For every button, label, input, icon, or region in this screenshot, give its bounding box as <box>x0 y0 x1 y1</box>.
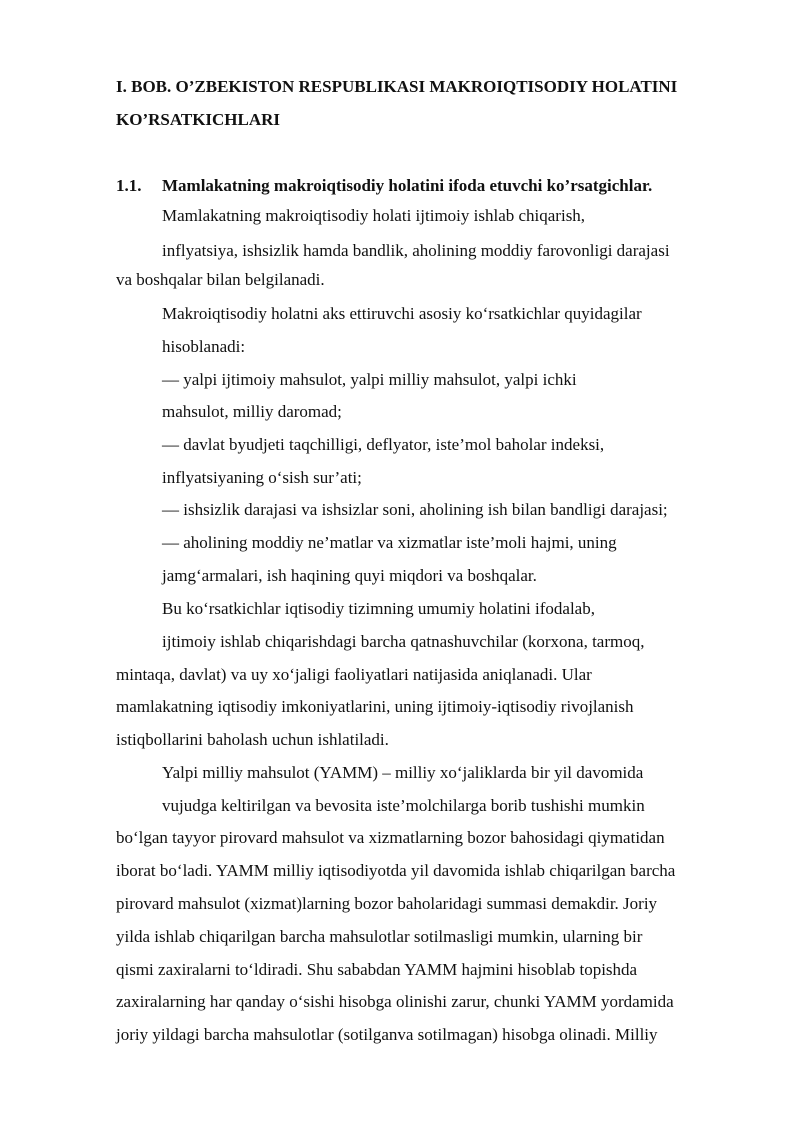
paragraph-line: mamlakatning iqtisodiy imkoniyatlarini, uning ijtimoiy-iqtisodiy rivojlanish <box>116 697 634 716</box>
list-item-line: — davlat byudjeti taqchilligi, deflyator, iste’mol baholar indeksi, <box>162 435 605 454</box>
paragraph-line: qismi zaxiralarni to‘ldiradi. Shu sababdan YAMM hajmini hisoblab topishda <box>116 960 638 979</box>
list-item-line: mahsulot, milliy daromad; <box>162 402 342 421</box>
paragraph-line: hisoblanadi: <box>162 337 246 356</box>
paragraph-line: Bu ko‘rsatkichlar iqtisodiy tizimning umumiy holatini ifodalab, <box>162 599 595 618</box>
paragraph-line: va boshqalar bilan belgilanadi. <box>116 270 325 289</box>
paragraph-line: zaxiralarning har qanday o‘sishi hisobga olinishi zarur, chunki YAMM yordamida <box>116 992 674 1011</box>
paragraph-line: istiqbollarini baholash uchun ishlatiladi. <box>116 730 389 749</box>
section-number: 1.1. <box>116 176 142 195</box>
paragraph-line: iborat bo‘ladi. YAMM milliy iqtisodiyotda yil davomida ishlab chiqarilgan barcha <box>116 861 676 880</box>
list-item-line: inflyatsiyaning o‘sish sur’ati; <box>162 468 362 487</box>
paragraph-line: Mamlakatning makroiqtisodiy holati ijtimoiy ishlab chiqarish, <box>162 206 586 225</box>
paragraph-line: Makroiqtisodiy holatni aks ettiruvchi asosiy ko‘rsatkichlar quyidagilar <box>162 304 642 323</box>
paragraph-line: ijtimoiy ishlab chiqarishdagi barcha qatnashuvchilar (korxona, tarmoq, <box>162 632 645 651</box>
paragraph-line: bo‘lgan tayyor pirovard mahsulot va xizmatlarning bozor bahosidagi qiymatidan <box>116 828 665 847</box>
list-item-line: — yalpi ijtimoiy mahsulot, yalpi milliy mahsulot, yalpi ichki <box>162 370 577 389</box>
paragraph-line: pirovard mahsulot (xizmat)larning bozor baholaridagi summasi demakdir. Joriy <box>116 894 658 913</box>
list-item-line: — ishsizlik darajasi va ishsizlar soni, aholining ish bilan bandligi darajasi; <box>162 500 668 519</box>
paragraph-line: yilda ishlab chiqarilgan barcha mahsulotlar sotilmasligi mumkin, ularning bir <box>116 927 643 946</box>
chapter-heading-line-2: KO’RSATKICHLARI <box>116 110 281 129</box>
paragraph-line: Yalpi milliy mahsulot (YAMM) – milliy xo‘jaliklarda bir yil davomida <box>162 763 644 782</box>
chapter-heading-line-1: I. BOB. O’ZBEKISTON RESPUBLIKASI MAKROIQTISODIY HOLATINI <box>116 77 678 96</box>
paragraph-line: mintaqa, davlat) va uy xo‘jaligi faoliyatlari natijasida aniqlanadi. Ular <box>116 665 592 684</box>
paragraph-line: vujudga keltirilgan va bevosita iste’molchilarga borib tushishi mumkin <box>162 796 645 815</box>
chapter-heading <box>116 70 756 136</box>
list-item-line: jamg‘armalari, ish haqining quyi miqdori va boshqalar. <box>162 566 537 585</box>
paragraph-line: inflyatsiya, ishsizlik hamda bandlik, aholining moddiy farovonligi darajasi <box>162 241 670 260</box>
list-item-line: — aholining moddiy ne’matlar va xizmatlar iste’moli hajmi, uning <box>162 533 617 552</box>
paragraph-line: joriy yildagi barcha mahsulotlar (sotilganva sotilmagan) hisobga olinadi. Milliy <box>116 1025 658 1044</box>
section-title: Mamlakatning makroiqtisodiy holatini ifoda etuvchi ko’rsatgichlar. <box>162 176 653 195</box>
